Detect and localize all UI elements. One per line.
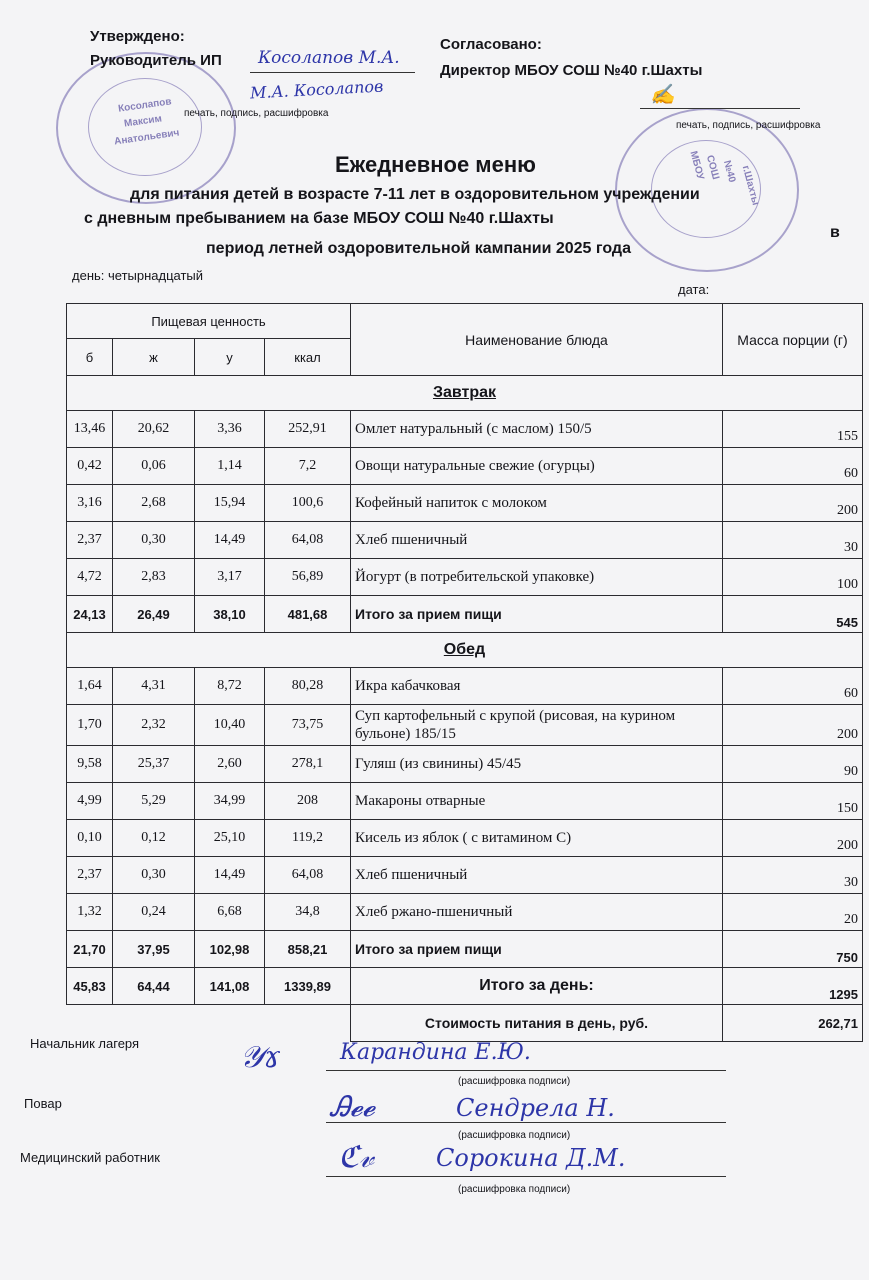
total-mass: 545 [723,596,863,633]
cell-b: 1,32 [67,894,113,931]
agreed-hint: печать, подпись, расшифровка [676,120,821,131]
cell-kcal: 208 [265,783,351,820]
total-u: 38,10 [195,596,265,633]
cell-kcal: 278,1 [265,746,351,783]
cell-b: 4,99 [67,783,113,820]
head-dish: Наименование блюда [351,304,723,376]
total-b: 21,70 [67,931,113,968]
cell-mass: 200 [723,485,863,522]
footer-sig-mark-2: Ꭿ𝓮𝓮 [330,1090,375,1123]
cell-u: 3,36 [195,411,265,448]
day-label: день: четырнадцатый [72,268,204,283]
table-row [67,668,863,705]
cell-kcal: 100,6 [265,485,351,522]
cell-b: 0,10 [67,820,113,857]
cell-dish-name: Макароны отварные [351,783,723,820]
total-kcal: 858,21 [265,931,351,968]
day-total-mass: 1295 [723,968,863,1005]
left-seal-text-2: Максим [123,113,163,130]
cell-kcal: 34,8 [265,894,351,931]
cell-zh: 4,31 [113,668,195,705]
total-mass: 750 [723,931,863,968]
date-label: дата: [678,282,710,297]
agreed-label: Согласовано: [440,36,542,53]
cell-kcal: 64,08 [265,857,351,894]
cell-zh: 0,12 [113,820,195,857]
cell-mass: 155 [723,411,863,448]
approved-signature-decoded: М.А. Косолапов [249,76,384,103]
cell-dish-name: Гуляш (из свинины) 45/45 [351,746,723,783]
subtitle-line-2-tail: в [830,224,840,241]
lunch-rows [67,668,863,931]
total-name: Итого за прием пищи [351,931,723,968]
cell-b: 3,16 [67,485,113,522]
table-row [67,411,863,448]
cell-u: 3,17 [195,559,265,596]
cell-b: 13,46 [67,411,113,448]
subtitle-line-1: для питания детей в возрасте 7-11 лет в оздоровительном учреждении [130,186,700,203]
footer-sig-2: Сендрела Н. [456,1094,615,1122]
cell-zh: 25,37 [113,746,195,783]
agreed-role: Директор МБОУ СОШ №40 г.Шахты [440,62,703,79]
section-row-breakfast [67,376,863,411]
cost-row [67,1005,863,1042]
cell-u: 34,99 [195,783,265,820]
cell-u: 8,72 [195,668,265,705]
head-nutrition: Пищевая ценность [67,304,351,339]
cost-name: Стоимость питания в день, руб. [351,1005,723,1042]
cell-zh: 0,30 [113,522,195,559]
day-total-b: 45,83 [67,968,113,1005]
footer-line-3 [326,1176,726,1177]
cell-dish-name: Овощи натуральные свежие (огурцы) [351,448,723,485]
cell-dish-name: Кисель из яблок ( с витамином С) [351,820,723,857]
cell-mass: 200 [723,705,863,746]
day-total-name: Итого за день: [351,968,723,1005]
day-total-zh: 64,44 [113,968,195,1005]
footer-sig-1: Карандина Е.Ю. [340,1040,531,1065]
cell-zh: 2,32 [113,705,195,746]
cell-mass: 150 [723,783,863,820]
footer-hint-1: (расшифровка подписи) [458,1076,571,1087]
footer-role-1: Начальник лагеря [30,1036,140,1051]
agreed-signature-line [640,108,800,109]
cell-kcal: 80,28 [265,668,351,705]
cell-b: 0,42 [67,448,113,485]
cell-b: 2,37 [67,522,113,559]
approved-signature-line [250,72,415,73]
approved-hint: печать, подпись, расшифровка [184,108,329,119]
section-row-lunch [67,633,863,668]
table-row [67,820,863,857]
cell-mass: 30 [723,857,863,894]
cell-zh: 5,29 [113,783,195,820]
table-row [67,783,863,820]
cell-kcal: 73,75 [265,705,351,746]
subtitle-line-3: период летней оздоровительной кампании 2025 года [206,240,631,257]
day-total-row [67,968,863,1005]
cell-mass: 100 [723,559,863,596]
cell-mass: 60 [723,448,863,485]
table-row [67,746,863,783]
agreed-signature: ✍ [650,82,675,106]
cell-zh: 20,62 [113,411,195,448]
cell-b: 1,70 [67,705,113,746]
table-row [67,857,863,894]
section-lunch: Обед [67,633,863,668]
cell-dish-name: Хлеб пшеничный [351,857,723,894]
total-kcal: 481,68 [265,596,351,633]
cell-zh: 0,24 [113,894,195,931]
total-b: 24,13 [67,596,113,633]
day-total-u: 141,08 [195,968,265,1005]
cost-value: 262,71 [723,1005,863,1042]
cell-b: 9,58 [67,746,113,783]
total-zh: 26,49 [113,596,195,633]
head-col-b: б [67,339,113,376]
cell-zh: 0,06 [113,448,195,485]
table-row [67,448,863,485]
head-col-kcal: ккал [265,339,351,376]
right-seal-text-3: №40 [720,159,738,184]
table-head-row-1 [67,304,863,339]
table-row [67,894,863,931]
cell-dish-name: Хлеб ржано-пшеничный [351,894,723,931]
approved-label: Утверждено: [90,28,185,45]
cell-mass: 20 [723,894,863,931]
right-seal-text-1: МБОУ [687,149,706,182]
head-mass: Масса порции (г) [723,304,863,376]
day-total-kcal: 1339,89 [265,968,351,1005]
breakfast-total-row [67,596,863,633]
footer-line-1 [326,1070,726,1071]
cell-kcal: 56,89 [265,559,351,596]
head-col-u: у [195,339,265,376]
left-seal-text-1: Косолапов [117,96,173,115]
footer-sig-3: Сорокина Д.М. [436,1144,626,1172]
cell-dish-name: Кофейный напиток с молоком [351,485,723,522]
table-row [67,559,863,596]
head-col-zh: ж [113,339,195,376]
cell-b: 4,72 [67,559,113,596]
cell-kcal: 252,91 [265,411,351,448]
cell-mass: 90 [723,746,863,783]
footer-role-3: Медицинский работник [20,1150,160,1165]
cell-kcal: 119,2 [265,820,351,857]
table-row [67,485,863,522]
cell-zh: 0,30 [113,857,195,894]
cell-u: 6,68 [195,894,265,931]
total-zh: 37,95 [113,931,195,968]
section-breakfast: Завтрак [67,376,863,411]
cell-zh: 2,68 [113,485,195,522]
footer-role-2: Повар [24,1096,62,1111]
left-seal-text-3: Анатольевич [113,127,181,148]
footer-line-2 [326,1122,726,1123]
cell-u: 14,49 [195,522,265,559]
footer-sig-mark-3: ℭ𝓋 [338,1140,374,1175]
left-seal-stamp [56,52,236,204]
cell-dish-name: Йогурт (в потребительской упаковке) [351,559,723,596]
cell-kcal: 7,2 [265,448,351,485]
cell-dish-name: Суп картофельный с крупой (рисовая, на курином бульоне) 185/15 [351,705,723,746]
total-u: 102,98 [195,931,265,968]
approved-signature: Косолапов М.А. [258,48,400,68]
footer-sig-mark-1: 𝒴ɤ [240,1040,281,1075]
right-seal-text-2: СОШ [703,154,721,181]
footer-hint-3: (расшифровка подписи) [458,1184,571,1195]
right-seal-text-4: г.Шахты [739,164,761,207]
cell-b: 1,64 [67,668,113,705]
cell-zh: 2,83 [113,559,195,596]
cell-u: 25,10 [195,820,265,857]
table-row [67,522,863,559]
cell-mass: 60 [723,668,863,705]
cell-u: 14,49 [195,857,265,894]
approved-role: Руководитель ИП [90,52,222,69]
breakfast-rows [67,411,863,596]
cell-u: 1,14 [195,448,265,485]
cell-mass: 30 [723,522,863,559]
cell-dish-name: Хлеб пшеничный [351,522,723,559]
menu-table [66,303,863,1042]
footer-hint-2: (расшифровка подписи) [458,1130,571,1141]
cell-u: 10,40 [195,705,265,746]
total-name: Итого за прием пищи [351,596,723,633]
cell-b: 2,37 [67,857,113,894]
cell-dish-name: Икра кабачковая [351,668,723,705]
lunch-total-row [67,931,863,968]
cell-u: 2,60 [195,746,265,783]
cell-mass: 200 [723,820,863,857]
cell-u: 15,94 [195,485,265,522]
table-row [67,705,863,746]
cell-kcal: 64,08 [265,522,351,559]
subtitle-line-2: с дневным пребыванием на базе МБОУ СОШ №40 г.Шахты [84,210,554,227]
cell-dish-name: Омлет натуральный (с маслом) 150/5 [351,411,723,448]
page-title: Ежедневное меню [335,152,536,177]
